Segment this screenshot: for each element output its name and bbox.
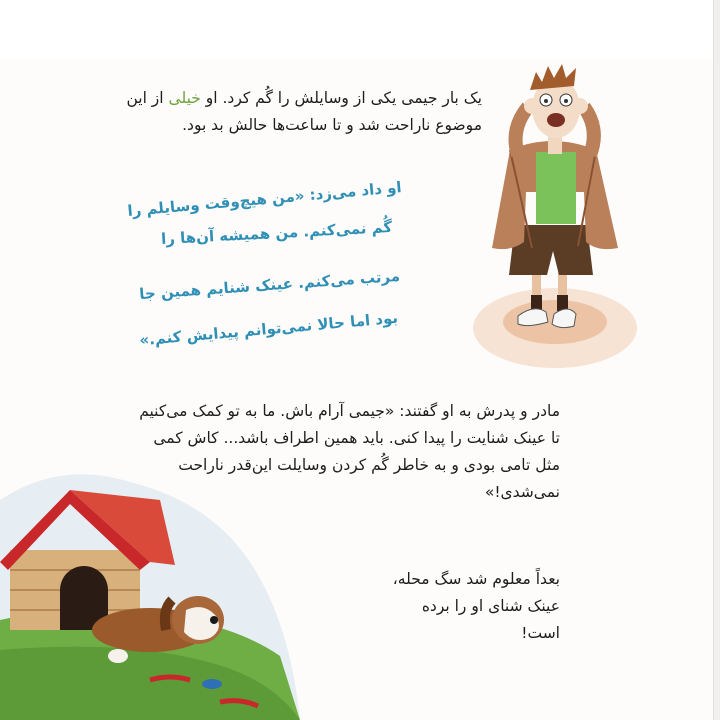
paragraph-2: مادر و پدرش به او گفتند: «جیمی آرام باش. ما به تو کمک می‌کنیم تا عینک شنایت را پیدا کنی. باید همین اطراف باشد... کاش کمی مثل تامی بودی و به خاطر گُم کردن وسایلت این‌قدر ناراحت نمی‌شدی!» xyxy=(139,402,560,501)
paragraph-1-text-b: از این موضوع ناراحت شد و تا ساعت‌ها حالش بد بود. xyxy=(126,89,482,134)
quote-line: گُم نمی‌کنم. من همیشه آن‌ها را xyxy=(160,217,393,249)
doghouse-dog-illustration xyxy=(0,470,320,720)
quote-line: بود اما حالا نمی‌توانم پیدایش کنم.» xyxy=(138,308,399,350)
page-edge xyxy=(713,0,720,720)
paragraph-3: بعداً معلوم شد سگ محله، عینک شنای او را برده است! xyxy=(392,570,560,642)
quote-line: مرتب می‌کنم. عینک شنایم همین جا xyxy=(138,266,401,304)
paragraph-1-text-a: یک بار جیمی یکی از وسایلش را گُم کرد. او xyxy=(200,89,482,107)
highlight-word: خیلی xyxy=(168,89,201,107)
paragraph-1 xyxy=(90,85,482,139)
quote-line: او داد می‌زد: «من هیچ‌وقت وسایلم را xyxy=(126,178,403,220)
boy-illustration xyxy=(470,60,640,380)
top-margin xyxy=(0,0,720,58)
